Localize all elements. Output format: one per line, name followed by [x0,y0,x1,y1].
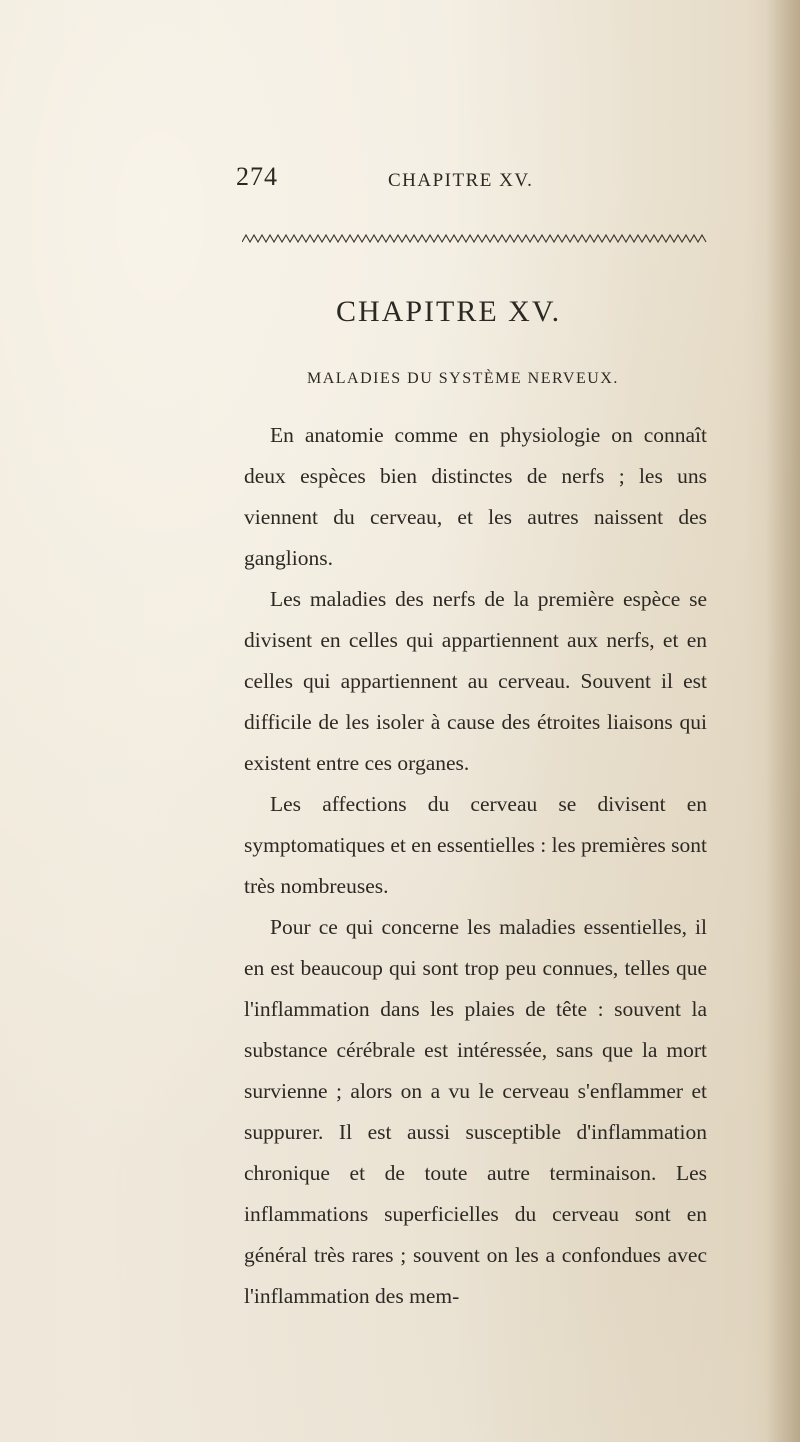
paragraph: Les affections du cerveau se divisent en symptomatiques et en essentielles : les premières sont très nombreuses. [244,792,707,898]
running-head [236,162,736,202]
paragraph: Pour ce qui concerne les maladies essentielles, il en est beaucoup qui sont trop peu connues, telles que l'inflammation dans les plaies de tête : souvent la substance cérébrale est intéressée, sans que la mort survienne ; alors on a vu le cerveau s'enflammer et suppurer. Il est aussi susceptible d'inflammation chronique et de toute autre terminaison. Les inflammations superficielles du cerveau sont en général très rares ; souvent on les a confondues avec l'inflammation des mem- [244,915,707,1308]
page-number: 274 [236,162,278,191]
paragraph: En anatomie comme en physiologie on connaît deux espèces bien distinctes de nerfs ; les uns viennent du cerveau, et les autres naissent des ganglions. [244,423,707,570]
section-title: MALADIES DU SYSTÈME NERVEUX. [307,370,619,387]
chapter-title: CHAPITRE XV. [336,295,562,328]
ornamental-rule [242,232,708,246]
body-text [244,415,707,1317]
running-title: CHAPITRE XV. [388,170,534,191]
page-edge-shadow [766,0,800,1442]
paragraph: Les maladies des nerfs de la première espèce se divisent en celles qui appartiennent aux nerfs, et en celles qui appartiennent au cerveau. Souvent il est difficile de les isoler à cause des étroites liaisons qui existent entre ces organes. [244,587,707,775]
